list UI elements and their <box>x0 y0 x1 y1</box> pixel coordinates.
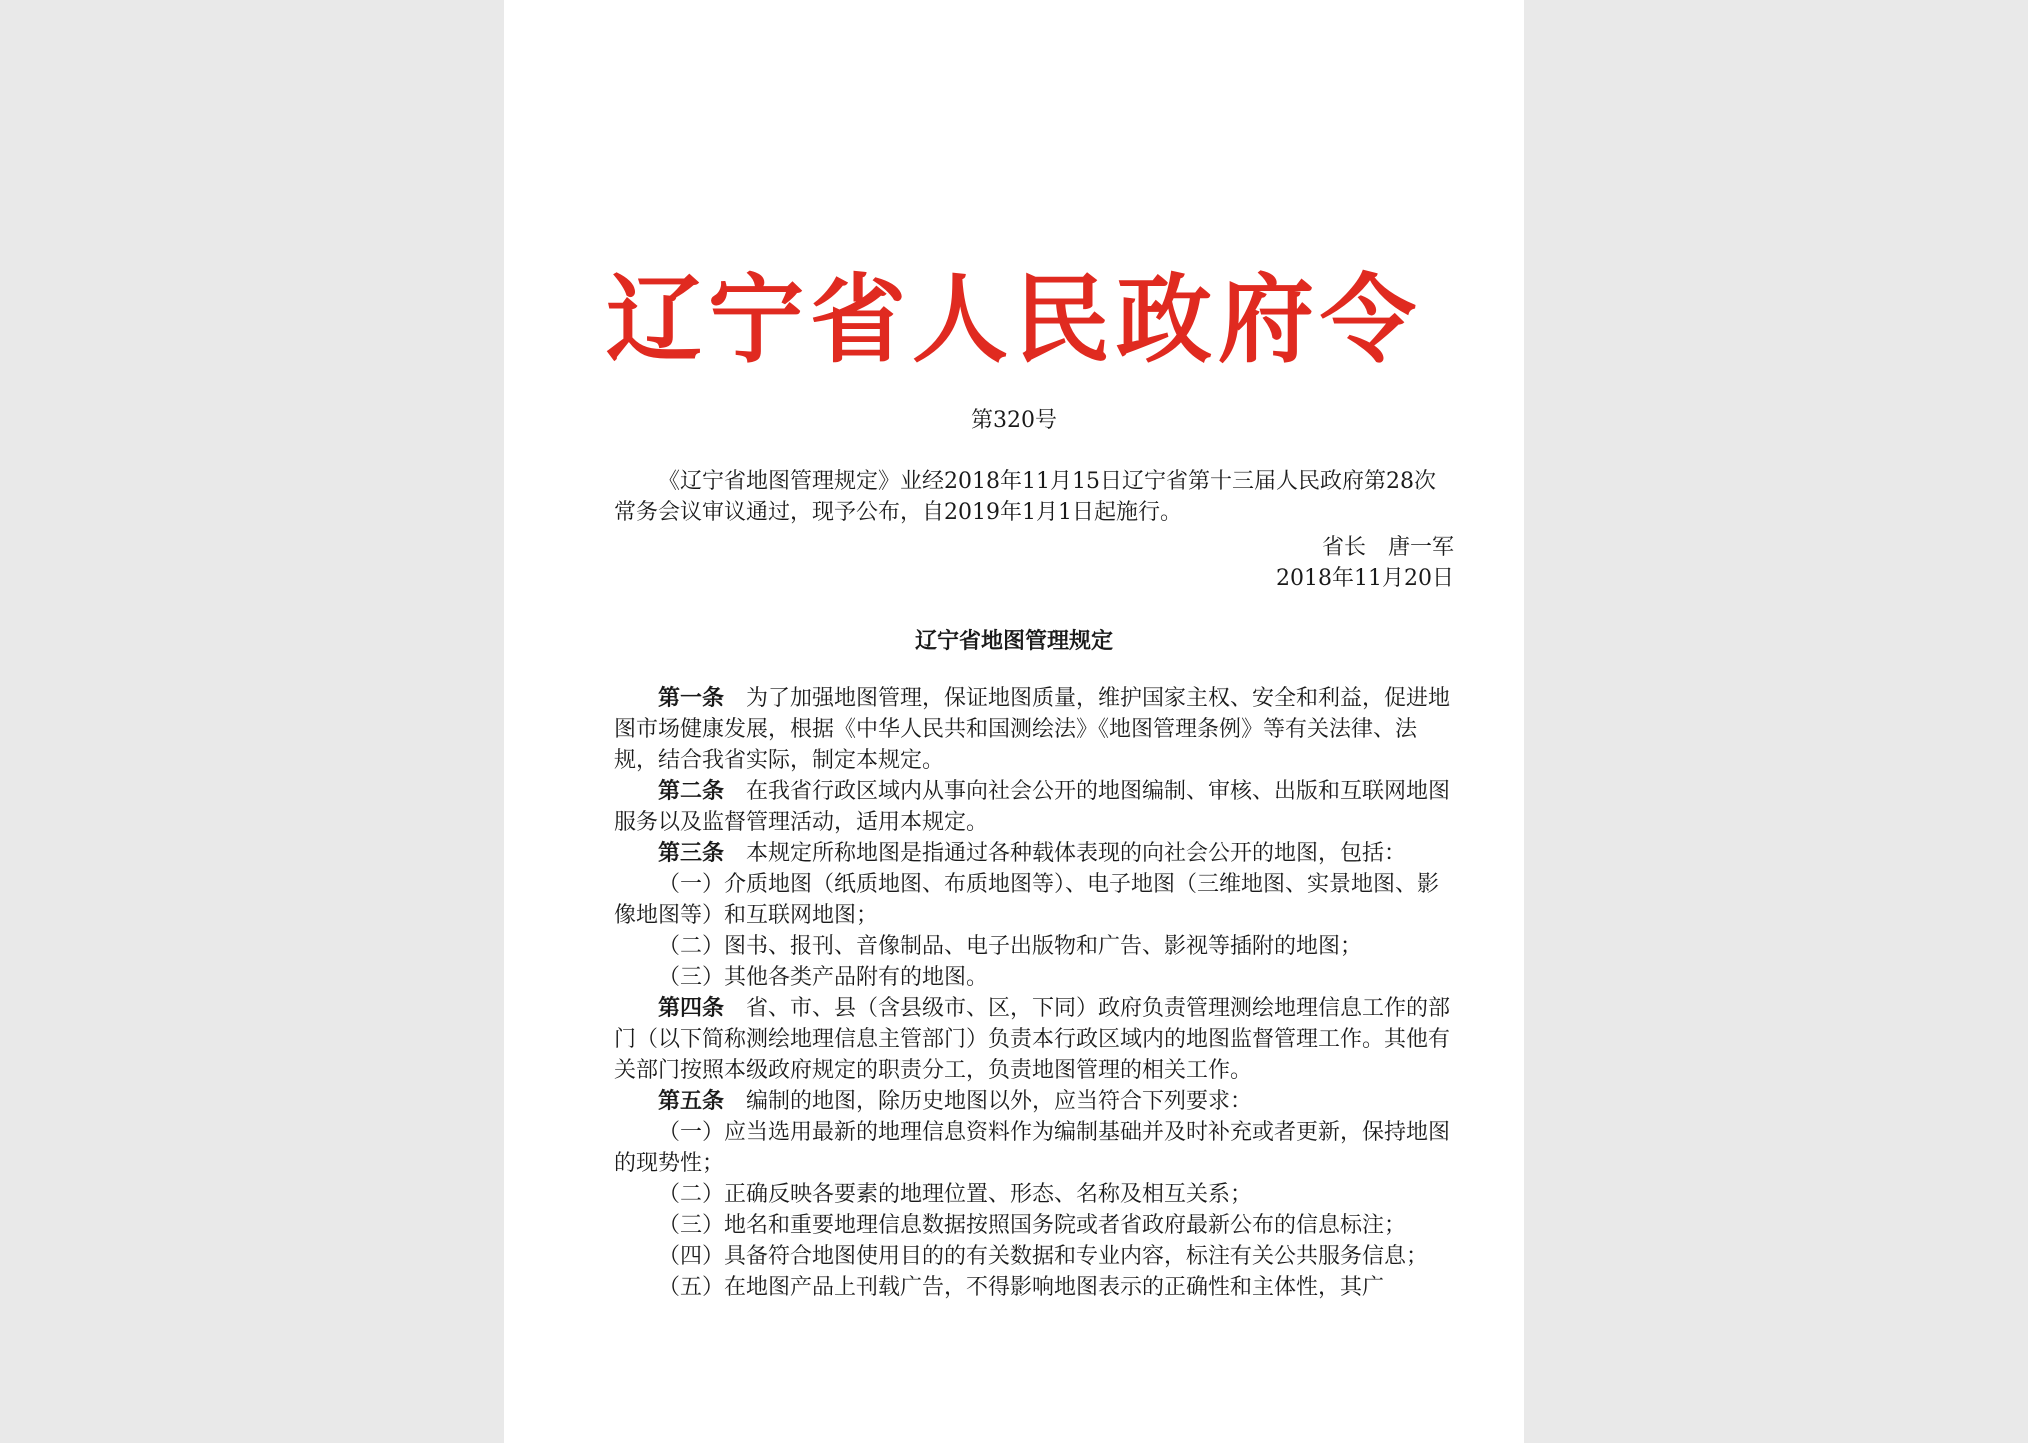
signer-date: 2018年11月20日 <box>1276 566 1454 591</box>
article-text: 为了加强地图管理，保证地图质量，维护国家主权、安全和利益，促进地图市场健康发展，根据《中华人民共和国测绘法》《地图管理条例》等有关法律、法规，结合我省实际，制定本规定。 <box>614 686 1451 773</box>
article-label: 第二条 <box>658 778 725 804</box>
regulation-title: 辽宁省地图管理规定 <box>914 628 1113 654</box>
article-text: 本规定所称地图是指通过各种载体表现的向社会公开的地图，包括： <box>746 841 1407 866</box>
list-item-text: （三）地名和重要地理信息数据按照国务院或者省政府最新公布的信息标注； <box>658 1213 1407 1238</box>
order-number: 第320号 <box>971 408 1057 433</box>
list-item-text: （三）其他各类产品附有的地图。 <box>658 965 989 990</box>
article-paragraph <box>614 776 1454 838</box>
list-item-paragraph <box>614 1117 1454 1179</box>
header-title: 辽宁省人民政府令 <box>606 264 1422 376</box>
article-paragraph <box>614 1086 1454 1117</box>
signer-title: 省长 唐一军 <box>1321 535 1454 560</box>
list-item-text: （二）图书、报刊、音像制品、电子出版物和广告、影视等插附的地图； <box>658 934 1363 959</box>
list-item-paragraph <box>614 962 1454 993</box>
article-paragraph <box>614 838 1454 869</box>
article-paragraph <box>614 993 1454 1086</box>
list-item-paragraph <box>614 931 1454 962</box>
list-item-paragraph <box>614 1241 1454 1272</box>
list-item-paragraph <box>614 1210 1454 1241</box>
article-label: 第四条 <box>658 995 725 1021</box>
document-page <box>504 0 1524 1443</box>
intro-paragraph: 《辽宁省地图管理规定》业经2018年11月15日辽宁省第十三届人民政府第28次常务会议审议通过，现予公布，自2019年1月1日起施行。 <box>614 469 1436 525</box>
article-text: 编制的地图，除历史地图以外，应当符合下列要求： <box>746 1089 1253 1114</box>
list-item-text: （五）在地图产品上刊载广告，不得影响地图表示的正确性和主体性，其广 <box>658 1275 1385 1300</box>
list-item-paragraph <box>614 1179 1454 1210</box>
article-label: 第三条 <box>658 840 725 866</box>
list-item-text: （一）应当选用最新的地理信息资料作为编制基础并及时补充或者更新，保持地图的现势性； <box>614 1120 1451 1176</box>
list-item-paragraph <box>614 869 1454 931</box>
article-label: 第一条 <box>658 685 725 711</box>
article-paragraph <box>614 683 1454 776</box>
article-text: 在我省行政区域内从事向社会公开的地图编制、审核、出版和互联网地图服务以及监督管理活动，适用本规定。 <box>614 779 1451 835</box>
list-item-paragraph <box>614 1272 1454 1303</box>
article-text: 省、市、县（含县级市、区，下同）政府负责管理测绘地理信息工作的部门（以下简称测绘地理信息主管部门）负责本行政区域内的地图监督管理工作。其他有关部门按照本级政府规定的职责分工，负责地图管理的相关工作。 <box>614 996 1451 1083</box>
list-item-text: （二）正确反映各要素的地理位置、形态、名称及相互关系； <box>658 1182 1253 1207</box>
list-item-text: （四）具备符合地图使用目的的有关数据和专业内容，标注有关公共服务信息； <box>658 1244 1429 1269</box>
articles-body <box>614 683 1454 1303</box>
article-label: 第五条 <box>658 1088 725 1114</box>
list-item-text: （一）介质地图（纸质地图、布质地图等）、电子地图（三维地图、实景地图、影像地图等）和互联网地图； <box>614 872 1440 928</box>
